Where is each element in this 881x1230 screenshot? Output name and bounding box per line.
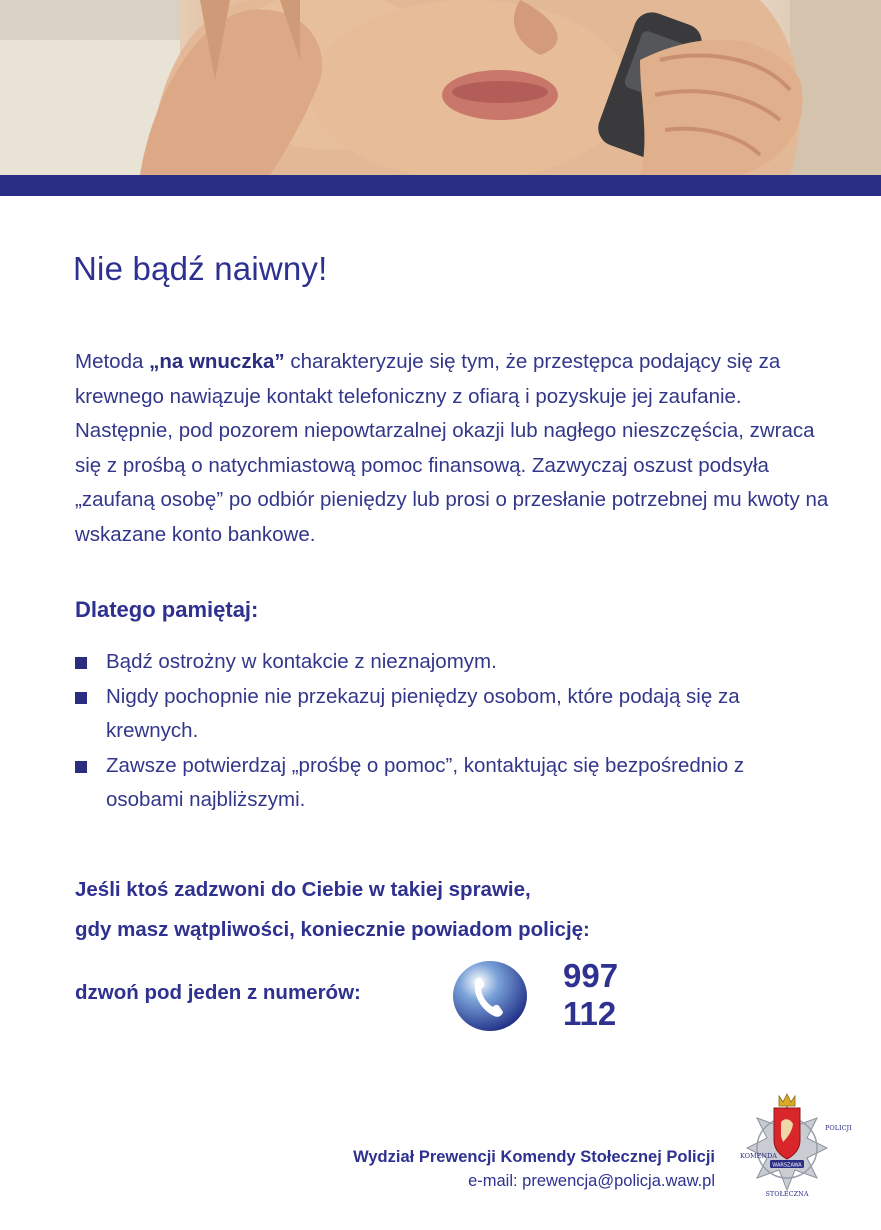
header-photo <box>0 0 881 175</box>
footer <box>353 1145 715 1193</box>
bullet-square-icon <box>75 692 87 704</box>
header-stripe <box>0 175 881 196</box>
svg-text:POLICJI: POLICJI <box>825 1124 852 1132</box>
police-emblem-logo <box>737 1088 852 1200</box>
intro-bold-term: „na wnuczka” <box>149 350 285 373</box>
list-item-text: Bądź ostrożny w kontakcie z nieznajomym. <box>106 650 497 673</box>
list-item-text: Nigdy pochopnie nie przekazuj pieniędzy osobom, które podają się za krewnych. <box>106 684 740 742</box>
dial-label: dzwoń pod jeden z numerów: <box>75 981 361 1004</box>
list-item-text: Zawsze potwierdzaj „prośbę o pomoc”, kontaktując się bezpośrednio z osobami najbliższymi. <box>106 753 745 811</box>
remember-heading: Dlatego pamiętaj: <box>75 597 259 622</box>
warning-line-2: gdy masz wątpliwości, koniecznie powiadom policję: <box>75 918 590 941</box>
list-item <box>75 680 796 749</box>
advice-list <box>75 645 815 818</box>
page-title: Nie bądź naiwny! <box>73 250 328 287</box>
warning-line-1: Jeśli ktoś zadzwoni do Ciebie w takiej sprawie, <box>75 878 531 901</box>
intro-paragraph <box>75 345 835 552</box>
phone-handset-icon <box>452 960 528 1032</box>
emergency-numbers <box>563 957 618 1033</box>
footer-organization: Wydział Prewencji Komendy Stołecznej Policji <box>353 1148 715 1166</box>
footer-email: e-mail: prewencja@policja.waw.pl <box>468 1172 715 1190</box>
bullet-square-icon <box>75 657 87 669</box>
emergency-number-997: 997 <box>563 957 619 994</box>
svg-text:KOMENDA: KOMENDA <box>740 1152 778 1160</box>
list-item <box>75 749 746 818</box>
list-item <box>75 645 815 680</box>
bullet-square-icon <box>75 761 87 773</box>
intro-rest: charakteryzuje się tym, że przestępca podający się za krewnego nawiązuje kontakt telefoniczny z ofiarą i pozyskuje jej zaufanie. Następnie, pod pozorem niepowtarzalnej okazji lub nagłego nieszczęścia, zwraca się z prośbą o natychmiastową pomoc finansową. Zazwyczaj oszust podsyła „zaufaną osobę” po odbiór pieniędzy lub prosi o przesłanie potrzebnej mu kwoty na wskazane konto bankowe. <box>75 350 829 546</box>
svg-text:WARSZAWA: WARSZAWA <box>772 1162 802 1169</box>
warning-text <box>75 870 775 950</box>
emergency-number-112: 112 <box>563 995 617 1032</box>
intro-lead: Metoda <box>75 350 150 373</box>
svg-text:STOŁECZNA: STOŁECZNA <box>765 1190 809 1198</box>
woman-on-phone-illustration <box>0 0 881 175</box>
